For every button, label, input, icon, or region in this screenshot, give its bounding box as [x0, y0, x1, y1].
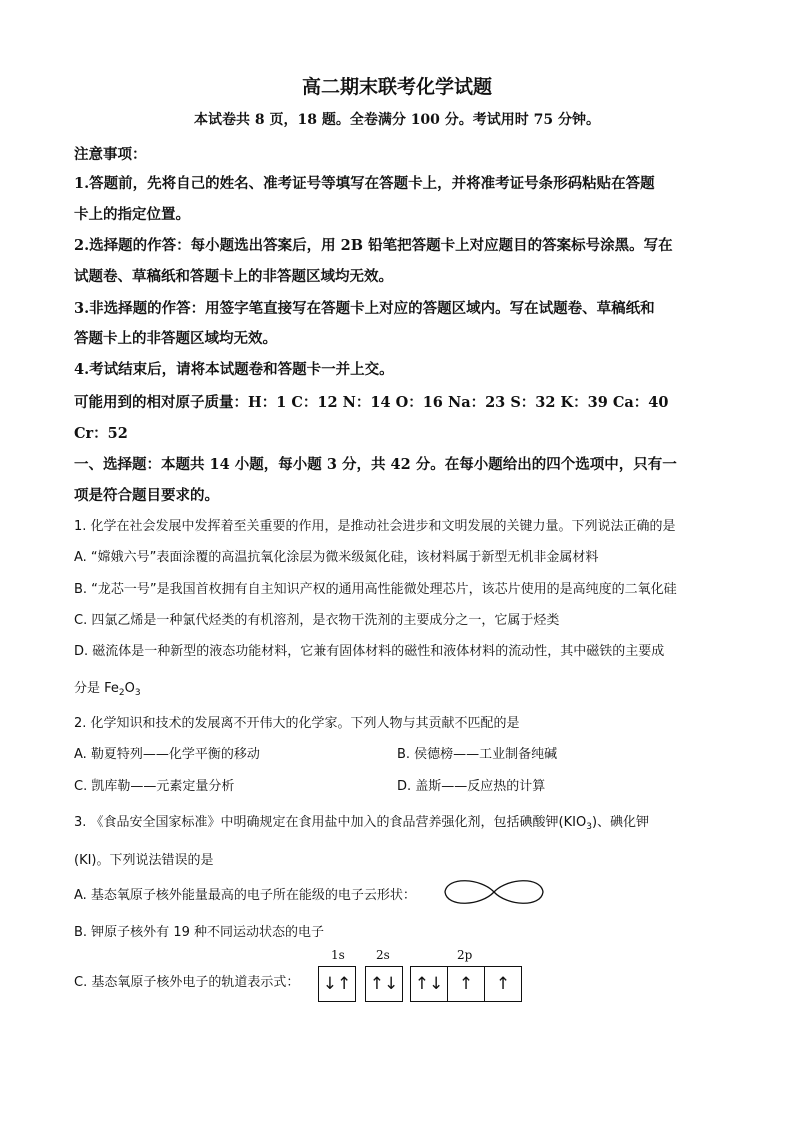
exam-info: 本试卷共 8 页，18 题。全卷满分 100 分。考试用时 75 分钟。	[193, 112, 601, 128]
orbital-cell: ↓↑	[322, 974, 352, 994]
orbital-box-2p	[410, 966, 522, 1002]
section-heading: 一、选择题：本题共 14 小题，每小题 3 分，共 42 分。在每小题给出的四个选项中，只有一	[74, 456, 677, 473]
note-line: 4.考试结束后，请将本试题卷和答题卡一并上交。	[74, 361, 394, 378]
q1-option-c: C. 四氯乙烯是一种氯代烃类的有机溶剂，是衣物干洗剂的主要成分之一，它属于烃类	[74, 613, 560, 628]
q2-option-c: C. 凯库勒——元素定量分析	[74, 779, 235, 794]
q1-stem: 1. 化学在社会发展中发挥着至关重要的作用，是推动社会进步和文明发展的关键力量。下列说法正确的是	[74, 519, 676, 534]
atomic-mass-line: 可能用到的相对原子质量：H：1 C：12 N：14 O：16 Na：23 S：32 K：39 Ca：40	[74, 394, 669, 411]
p-orbital-dumbbell-icon	[443, 876, 545, 908]
q3-option-b: B. 钾原子核外有 19 种不同运动状态的电子	[74, 925, 324, 940]
q2-option-d: D. 盖斯——反应热的计算	[397, 779, 546, 794]
orbital-label-2p: 2p	[457, 948, 473, 962]
atomic-mass-line: Cr：52	[74, 425, 128, 442]
q3-option-c: C. 基态氧原子核外电子的轨道表示式：	[74, 975, 300, 990]
note-line: 卡上的指定位置。	[74, 206, 190, 223]
q3-stem-cont: (KI)。下列说法错误的是	[74, 853, 214, 868]
q2-option-b: B. 侯德榜——工业制备纯碱	[397, 747, 558, 762]
note-line: 2.选择题的作答：每小题选出答案后，用 2B 铅笔把答题卡上对应题目的答案标号涂黑。写在	[74, 237, 673, 254]
q1-option-d-cont: 分是 $Fe_2O_3$	[74, 681, 141, 698]
orbital-label-1s: 1s	[331, 948, 345, 962]
orbital-box-2s	[365, 966, 403, 1002]
orbital-label-2s: 2s	[376, 948, 390, 962]
q1-option-b: B. “龙芯一号”是我国首枚拥有自主知识产权的通用高性能微处理芯片，该芯片使用的是高纯度的二氧化硅	[74, 582, 677, 597]
notes-heading: 注意事项：	[74, 146, 147, 163]
note-line: 答题卡上的非答题区域均无效。	[74, 330, 277, 347]
section-heading: 项是符合题目要求的。	[74, 487, 219, 504]
q1-option-d: D. 磁流体是一种新型的液态功能材料，它兼有固体材料的磁性和液体材料的流动性，其中磁铁的主要成	[74, 644, 665, 659]
orbital-box-1s	[318, 966, 356, 1002]
q2-option-a: A. 勒夏特列——化学平衡的移动	[74, 747, 260, 762]
orbital-cell: ↑↓	[369, 974, 399, 994]
q1-option-a: A. “嫦娥六号”表面涂覆的高温抗氧化涂层为微米级氮化硅，该材料属于新型无机非金属材料	[74, 550, 599, 565]
orbital-cell: ↑	[495, 974, 511, 994]
q3-option-a: A. 基态氧原子核外能量最高的电子所在能级的电子云形状：	[74, 888, 416, 903]
page-title: 高二期末联考化学试题	[301, 76, 492, 98]
orbital-cell: ↑↓	[411, 967, 448, 1001]
q3-stem: 3. 《食品安全国家标准》中明确规定在食用盐中加入的食品营养强化剂，包括碘酸钾$(KIO_3)$、碘化钾	[74, 815, 650, 832]
note-line: 1.答题前，先将自己的姓名、准考证号等填写在答题卡上，并将准考证号条形码粘贴在答题	[74, 175, 655, 192]
note-line: 试题卷、草稿纸和答题卡上的非答题区域均无效。	[74, 268, 393, 285]
q2-stem: 2. 化学知识和技术的发展离不开伟大的化学家。下列人物与其贡献不匹配的是	[74, 716, 520, 731]
orbital-cell: ↑	[448, 967, 485, 1001]
note-line: 3.非选择题的作答：用签字笔直接写在答题卡上对应的答题区域内。写在试题卷、草稿纸和	[74, 300, 655, 317]
